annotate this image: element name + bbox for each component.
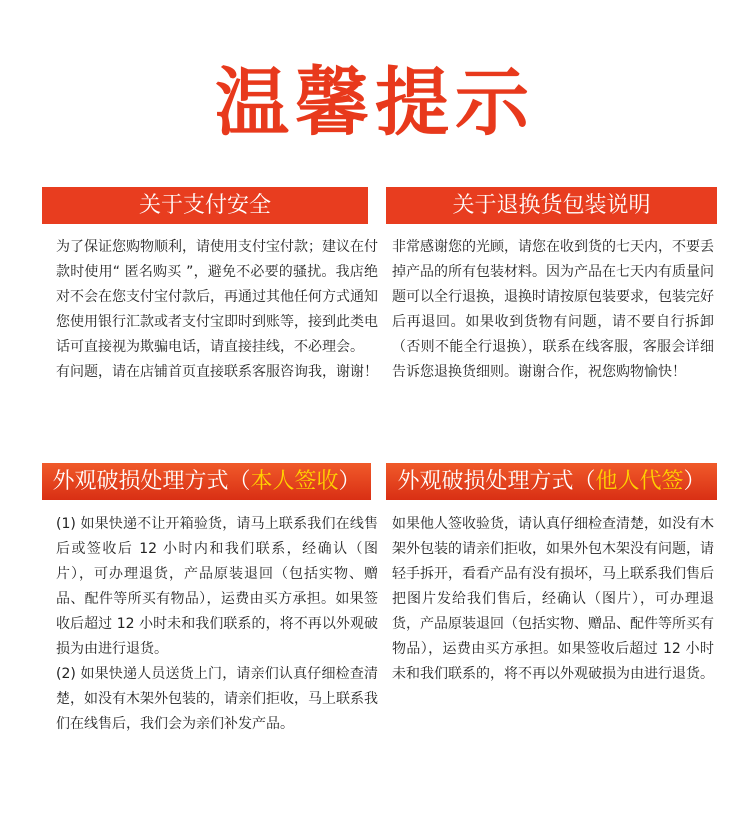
damage-self-paragraph: (1) 如果快递不让开箱验货，请马上联系我们在线售后或签收后 12 小时内和我们联系，经确认（图片），可办理退货，产品原装退回（包括实物、赠品、配件等所买有物品），运费由买方承担。如果签收后超过 12 小时未和我们联系的，将不再以外观破损为由进行退货。 (56, 516, 378, 657)
payment-paragraph: 为了保证您购物顺利，请使用支付宝付款；建议在付款时使用“ 匿名购买 ”，避免不必要的骚扰。我店绝对不会在您支付宝付款后，再通过其他任何方式通知您使用银行汇款或者支付宝即时到账等，接到此类电话可直接视为欺骗电话，请直接挂线，不必理会。 (56, 239, 378, 355)
damage-self-paragraph: (2) 如果快递人员送货上门，请亲们认真仔细检查清楚，如没有木架外包装的，请亲们拒收，马上联系我们在线售后，我们会为亲们补发产品。 (56, 666, 378, 732)
returns-section-heading: 关于退换货包装说明 (386, 187, 717, 224)
damage-other-heading-end: ） (683, 469, 706, 494)
damage-self-heading (42, 463, 371, 500)
damage-other-heading-main: 外观破损处理方式（ (397, 469, 596, 494)
damage-self-heading-main: 外观破损处理方式（ (52, 469, 251, 494)
damage-other-paragraph: 如果他人签收验货，请认真仔细检查清楚，如没有木架外包装的请亲们拒收，如果外包木架没有问题，请轻手拆开，看看产品有没有损坏，马上联系我们售后把图片发给我们售后，经确认（图片），可办理退货，产品原装退回（包括实物、赠品、配件等所买有物品），运费由买方承担。如果签收后超过 12 小时未和我们联系的，将不再以外观破损为由进行退货。 (392, 516, 714, 682)
damage-self-heading-end: ） (338, 469, 361, 494)
returns-section-body (392, 235, 714, 385)
damage-self-body (56, 512, 378, 737)
payment-section-heading: 关于支付安全 (42, 187, 368, 224)
payment-paragraph: 有问题，请在店铺首页直接联系客服咨询我，谢谢！ (56, 364, 378, 380)
page-title: 温馨提示 (215, 60, 535, 146)
payment-section-body (56, 235, 378, 385)
damage-self-heading-highlight: 本人签收 (250, 469, 339, 494)
damage-other-body (392, 512, 714, 687)
damage-other-heading-highlight: 他人代签 (595, 469, 684, 494)
returns-paragraph: 非常感谢您的光顾，请您在收到货的七天内，不要丢掉产品的所有包装材料。因为产品在七天内有质量问题可以全行退换，退换时请按原包装要求，包装完好后再退回。如果收到货物有问题，请不要自行拆卸（否则不能全行退换），联系在线客服，客服会详细告诉您退换货细则。谢谢合作，祝您购物愉快！ (392, 239, 714, 380)
damage-other-heading (386, 463, 717, 500)
